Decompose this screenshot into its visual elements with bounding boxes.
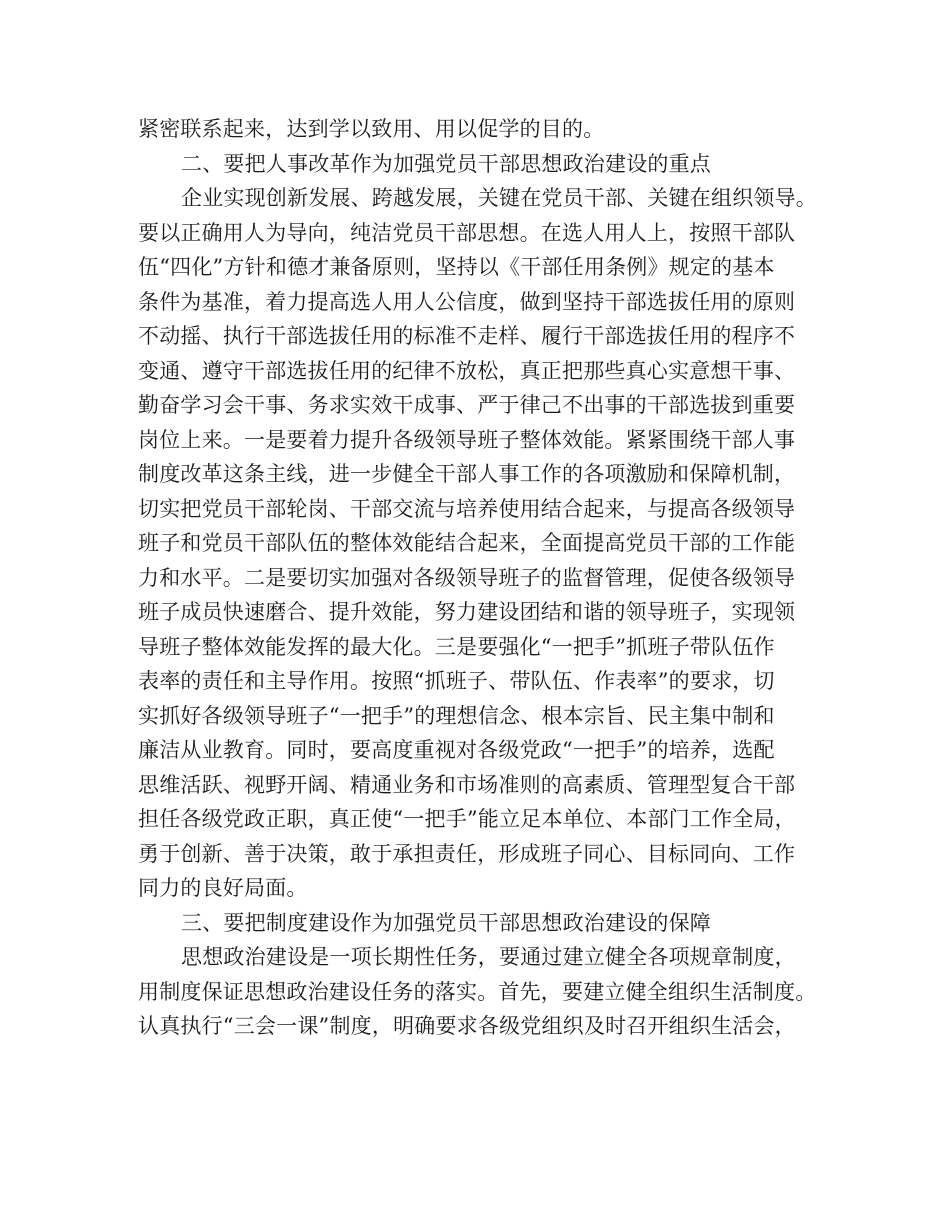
text-line: 勇于创新、善于决策，敢于承担责任，形成班子同心、目标同向、工作 [138,841,796,866]
text-line: 勤奋学习会干事、务求实效干成事、严于律己不出事的干部选拔到重要 [138,393,796,417]
text-line: 力和水平。二是要切实加强对各级领导班子的监督管理，促使各级领导 [138,565,796,590]
text-line: 班子成员快速磨合、提升效能，努力建设团结和谐的领导班子，实现领 [138,600,796,624]
text-line: 表率的责任和主导作用。按照“抓班子、带队伍、作表率”的要求，切 [138,669,775,693]
text-line: 岗位上来。一是要着力提升各级领导班子整体效能。紧紧围绕干部人事 [138,427,796,452]
document-body [138,112,828,1044]
text-line: 要以正确用人为导向，纯洁党员干部思想。在选人用人上，按照干部队 [138,220,796,245]
text-line: 企业实现创新发展、跨越发展，关键在党员干部、关键在组织领导。 [181,186,817,210]
text-line: 条件为基准，着力提高选人用人公信度，做到坚持干部选拔任用的原则 [138,289,796,314]
text-line: 担任各级党政正职，真正使“一把手”能立足本单位、本部门工作全局， [138,807,796,831]
text-line: 实抓好各级领导班子“一把手”的理想信念、根本宗旨、民主集中制和 [138,703,775,728]
text-line: 切实把党员干部轮岗、干部交流与培养使用结合起来，与提高各级领导 [138,496,796,521]
text-line: 认真执行“三会一课”制度，明确要求各级党组织及时召开组织生活会， [138,1014,796,1038]
text-line: 伍“四化”方针和德才兼备原则，坚持以《干部任用条例》规定的基本 [138,255,775,279]
text-line: 用制度保证思想政治建设任务的落实。首先，要建立健全组织生活制度。 [138,979,817,1004]
text-line: 不动摇、执行干部选拔任用的标准不走样、履行干部选拔任用的程序不 [138,324,796,348]
text-line: 同力的良好局面。 [138,876,308,900]
text-line: 导班子整体效能发挥的最大化。三是要强化“一把手”抓班子带队伍作 [138,634,775,659]
text-line: 制度改革这条主线，进一步健全干部人事工作的各项激励和保障机制， [138,462,796,486]
text-line: 三、要把制度建设作为加强党员干部思想政治建设的保障 [181,910,711,935]
text-line: 班子和党员干部队伍的整体效能结合起来，全面提高党员干部的工作能 [138,531,796,555]
text-line: 变通、遵守干部选拔任用的纪律不放松，真正把那些真心实意想干事、 [138,358,796,383]
text-line: 二、要把人事改革作为加强党员干部思想政治建设的重点 [181,151,711,176]
text-line: 思想政治建设是一项长期性任务，要通过建立健全各项规章制度， [181,945,796,969]
text-line: 紧密联系起来，达到学以致用、用以促学的目的。 [138,117,605,141]
text-line: 思维活跃、视野开阔、精通业务和市场准则的高素质、管理型复合干部 [138,772,796,797]
text-line: 廉洁从业教育。同时，要高度重视对各级党政“一把手”的培养，选配 [138,738,775,762]
